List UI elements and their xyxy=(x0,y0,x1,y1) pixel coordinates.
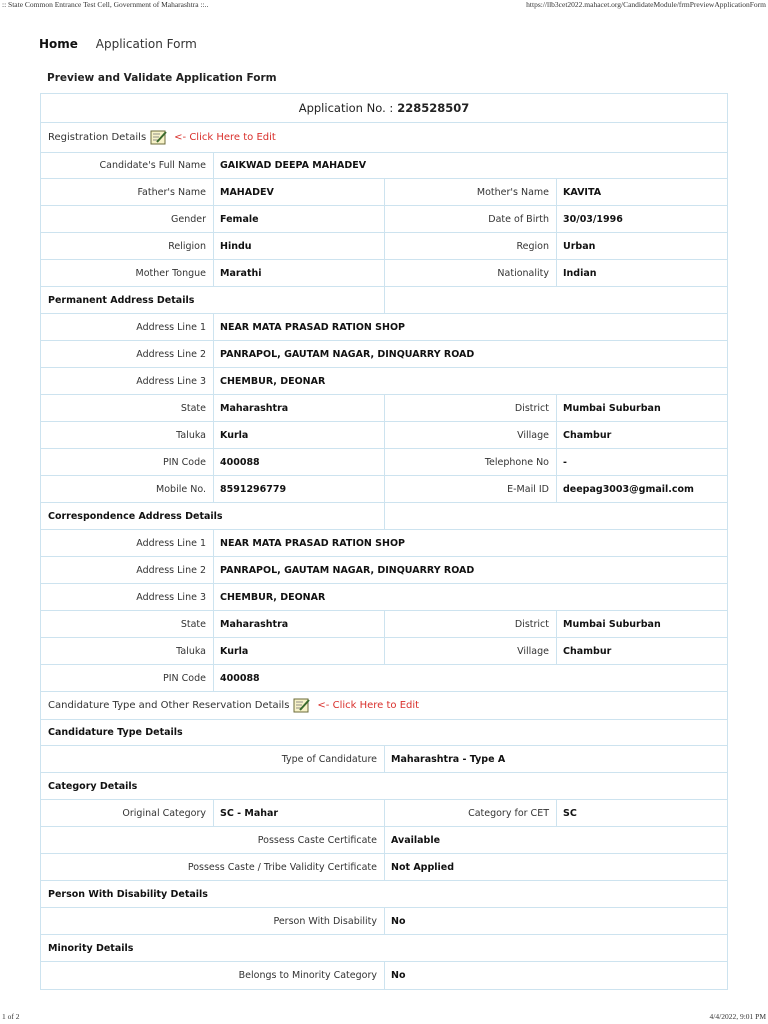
mother-tongue-label: Mother Tongue xyxy=(41,260,214,286)
mother-tongue-value: Marathi xyxy=(214,260,385,286)
perm-telephone-label: Telephone No xyxy=(385,449,557,475)
corr-state-row xyxy=(41,611,727,638)
category-title: Category Details xyxy=(48,780,138,792)
perm-addr1-label: Address Line 1 xyxy=(41,314,214,340)
corr-taluka-value: Kurla xyxy=(214,638,385,664)
father-name-value: MAHADEV xyxy=(214,179,385,205)
corr-addr1-label: Address Line 1 xyxy=(41,530,214,556)
religion-label: Religion xyxy=(41,233,214,259)
perm-telephone-value: - xyxy=(563,456,567,468)
category-row xyxy=(41,800,727,827)
cet-category-label: Category for CET xyxy=(385,800,557,826)
mother-name-value: KAVITA xyxy=(563,186,602,198)
corr-addr2-value: PANRAPOL, GAUTAM NAGAR, DINQUARRY ROAD xyxy=(220,564,475,576)
corr-addr3-value: CHEMBUR, DEONAR xyxy=(220,591,326,603)
corr-addr2-label: Address Line 2 xyxy=(41,557,214,583)
validity-cert-label: Possess Caste / Tribe Validity Certificate xyxy=(41,854,385,880)
candidature-edit-link[interactable]: <- Click Here to Edit xyxy=(317,700,420,711)
mother-name-label: Mother's Name xyxy=(385,179,557,205)
application-number: 228528507 xyxy=(397,101,470,115)
perm-state-row xyxy=(41,395,727,422)
disability-title: Person With Disability Details xyxy=(48,888,208,900)
perm-district-label: District xyxy=(385,395,557,421)
perm-addr3-value: CHEMBUR, DEONAR xyxy=(220,375,326,387)
perm-village-value: Chambur xyxy=(563,429,612,441)
registration-edit-row xyxy=(41,123,727,153)
original-category-value: SC - Mahar xyxy=(214,800,385,826)
breadcrumb-home[interactable]: Home xyxy=(39,37,78,51)
validity-cert-value: Not Applied xyxy=(391,861,455,873)
pwd-label: Person With Disability xyxy=(41,908,385,934)
perm-state-label: State xyxy=(41,395,214,421)
minority-header xyxy=(41,935,727,962)
gender-label: Gender xyxy=(41,206,214,232)
corr-village-value: Chambur xyxy=(563,645,612,657)
minority-value: No xyxy=(391,970,406,981)
corr-village-label: Village xyxy=(385,638,557,664)
nationality-value: Indian xyxy=(563,267,597,279)
perm-taluka-value: Kurla xyxy=(214,422,385,448)
perm-addr1-value: NEAR MATA PRASAD RATION SHOP xyxy=(220,321,406,333)
page-count: 1 of 2 xyxy=(2,1012,20,1021)
registration-edit-link[interactable]: <- Click Here to Edit xyxy=(174,132,276,143)
region-label: Region xyxy=(385,233,557,259)
corr-pin-row xyxy=(41,665,727,692)
perm-mobile-value: 8591296779 xyxy=(214,476,385,502)
corr-state-label: State xyxy=(41,611,214,637)
father-name-label: Father's Name xyxy=(41,179,214,205)
application-number-label: Application No. : xyxy=(298,101,394,115)
registration-details-label: Registration Details xyxy=(48,132,147,143)
corr-district-value: Mumbai Suburban xyxy=(563,618,661,630)
perm-pin-row xyxy=(41,449,727,476)
gender-dob-row xyxy=(41,206,727,233)
pwd-value: No xyxy=(391,915,406,927)
religion-region-row xyxy=(41,233,727,260)
candidature-type-label: Type of Candidature xyxy=(41,746,385,772)
corr-addr3-label: Address Line 3 xyxy=(41,584,214,610)
print-header xyxy=(0,0,768,10)
edit-pencil-icon[interactable] xyxy=(293,698,311,713)
corr-addr2-row xyxy=(41,557,727,584)
corr-district-label: District xyxy=(385,611,557,637)
disability-row xyxy=(41,908,727,935)
perm-addr3-row xyxy=(41,368,727,395)
permanent-address-header xyxy=(41,287,727,314)
application-form-table xyxy=(40,93,728,990)
dob-label: Date of Birth xyxy=(385,206,557,232)
perm-email-value: deepag3003@gmail.com xyxy=(563,483,694,495)
perm-addr1-row xyxy=(41,314,727,341)
caste-cert-value: Available xyxy=(391,834,441,846)
print-header-url: https://llb3cet2022.mahacet.org/CandidateModule/frmPreviewApplicationForm xyxy=(526,0,766,9)
full-name-label: Candidate's Full Name xyxy=(41,153,214,178)
perm-email-label: E-Mail ID xyxy=(385,476,557,502)
disability-header xyxy=(41,881,727,908)
candidature-edit-row xyxy=(41,692,727,720)
perm-taluka-label: Taluka xyxy=(41,422,214,448)
perm-taluka-row xyxy=(41,422,727,449)
perm-addr2-row xyxy=(41,341,727,368)
caste-cert-label: Possess Caste Certificate xyxy=(41,827,385,853)
perm-state-value: Maharashtra xyxy=(214,395,385,421)
perm-pin-value: 400088 xyxy=(214,449,385,475)
corr-addr3-row xyxy=(41,584,727,611)
corr-addr1-row xyxy=(41,530,727,557)
corr-addr1-value: NEAR MATA PRASAD RATION SHOP xyxy=(220,537,406,549)
category-header xyxy=(41,773,727,800)
gender-value: Female xyxy=(214,206,385,232)
perm-mobile-label: Mobile No. xyxy=(41,476,214,502)
permanent-address-title: Permanent Address Details xyxy=(41,287,385,313)
original-category-label: Original Category xyxy=(41,800,214,826)
perm-district-value: Mumbai Suburban xyxy=(563,402,661,414)
caste-cert-row xyxy=(41,827,727,854)
minority-row xyxy=(41,962,727,989)
print-header-title: :: State Common Entrance Test Cell, Government of Maharashtra ::.. xyxy=(2,0,209,9)
candidature-details-label: Candidature Type and Other Reservation Details xyxy=(48,700,290,711)
minority-title: Minority Details xyxy=(48,942,134,954)
perm-addr2-label: Address Line 2 xyxy=(41,341,214,367)
perm-village-label: Village xyxy=(385,422,557,448)
breadcrumb xyxy=(39,37,197,51)
religion-value: Hindu xyxy=(214,233,385,259)
validity-cert-row xyxy=(41,854,727,881)
corr-pin-value: 400088 xyxy=(220,672,260,684)
corr-taluka-row xyxy=(41,638,727,665)
candidature-type-row xyxy=(41,746,727,773)
edit-pencil-icon[interactable] xyxy=(150,130,168,145)
breadcrumb-current: Application Form xyxy=(95,37,197,51)
candidature-type-title: Candidature Type Details xyxy=(48,727,183,738)
nationality-label: Nationality xyxy=(385,260,557,286)
minority-label: Belongs to Minority Category xyxy=(41,962,385,989)
correspondence-address-title: Correspondence Address Details xyxy=(41,503,385,529)
candidature-type-header xyxy=(41,720,727,746)
perm-mobile-row xyxy=(41,476,727,503)
candidature-type-value: Maharashtra - Type A xyxy=(391,753,506,765)
tongue-nationality-row xyxy=(41,260,727,287)
corr-state-value: Maharashtra xyxy=(214,611,385,637)
cet-category-value: SC xyxy=(563,807,577,819)
correspondence-address-header xyxy=(41,503,727,530)
region-value: Urban xyxy=(563,240,596,252)
application-number-row xyxy=(41,94,727,123)
parents-row xyxy=(41,179,727,206)
perm-addr2-value: PANRAPOL, GAUTAM NAGAR, DINQUARRY ROAD xyxy=(220,348,475,360)
corr-pin-label: PIN Code xyxy=(41,665,214,691)
corr-taluka-label: Taluka xyxy=(41,638,214,664)
full-name-row xyxy=(41,153,727,179)
perm-addr3-label: Address Line 3 xyxy=(41,368,214,394)
full-name-value: GAIKWAD DEEPA MAHADEV xyxy=(220,160,367,171)
dob-value: 30/03/1996 xyxy=(563,213,623,225)
print-timestamp: 4/4/2022, 9:01 PM xyxy=(709,1012,766,1021)
print-footer xyxy=(0,1012,768,1022)
page-subtitle: Preview and Validate Application Form xyxy=(47,72,277,84)
perm-pin-label: PIN Code xyxy=(41,449,214,475)
